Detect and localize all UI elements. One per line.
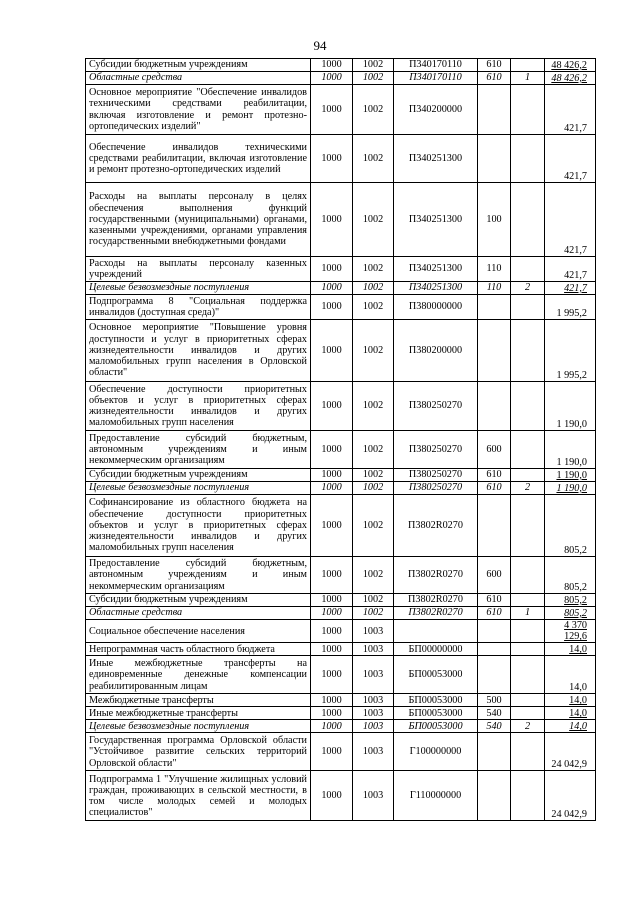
row-expense-type-cell (478, 85, 511, 135)
row-target-article-cell: БП00053000 (394, 656, 478, 694)
table-row (86, 771, 596, 821)
row-name-cell: Обеспечение инвалидов техническими средствами реабилитации, включая изготовление и ремонт протезно-ортопедических изделий (86, 135, 311, 183)
row-funding-source-cell (511, 733, 545, 771)
row-name-cell: Субсидии бюджетным учреждениям (86, 594, 311, 607)
row-section-cell: 1000 (311, 320, 353, 382)
row-name-cell: Государственная программа Орловской области "Устойчивое развитие сельских территорий Орловской области" (86, 733, 311, 771)
row-funding-source-cell (511, 59, 545, 72)
row-name-cell: Целевые безвозмездные поступления (86, 482, 311, 495)
row-expense-type-cell: 610 (478, 72, 511, 85)
row-funding-source-cell (511, 320, 545, 382)
row-subsection-cell: 1003 (353, 620, 394, 643)
row-amount-cell: 421,7 (545, 135, 596, 183)
row-subsection-cell: 1002 (353, 431, 394, 469)
row-amount-cell: 421,7 (545, 257, 596, 282)
table-row (86, 594, 596, 607)
row-section-cell: 1000 (311, 85, 353, 135)
row-funding-source-cell: 1 (511, 607, 545, 620)
row-target-article-cell: П340170110 (394, 59, 478, 72)
table-row (86, 382, 596, 431)
row-section-cell: 1000 (311, 707, 353, 720)
row-funding-source-cell (511, 771, 545, 821)
row-expense-type-cell: 610 (478, 594, 511, 607)
row-funding-source-cell (511, 183, 545, 257)
row-amount-cell: 1 190,0 (545, 482, 596, 495)
table-row (86, 482, 596, 495)
row-funding-source-cell: 1 (511, 72, 545, 85)
row-section-cell: 1000 (311, 282, 353, 295)
row-section-cell: 1000 (311, 183, 353, 257)
row-amount-cell: 421,7 (545, 85, 596, 135)
table-row (86, 72, 596, 85)
row-funding-source-cell (511, 656, 545, 694)
table-row (86, 733, 596, 771)
row-target-article-cell: П380250270 (394, 431, 478, 469)
row-name-cell: Расходы на выплаты персоналу в целях обеспечения выполнения функций государственными (муниципальными) органами, казенными учреждениями, органами управления государственными внебюджетными фондами (86, 183, 311, 257)
row-target-article-cell: П3802R0270 (394, 495, 478, 557)
row-amount-cell: 24 042,9 (545, 733, 596, 771)
row-amount-cell: 14,0 (545, 720, 596, 733)
table-row (86, 557, 596, 594)
row-amount-cell: 421,7 (545, 183, 596, 257)
row-section-cell: 1000 (311, 607, 353, 620)
row-section-cell: 1000 (311, 594, 353, 607)
row-name-cell: Расходы на выплаты персоналу казенных учреждений (86, 257, 311, 282)
row-section-cell: 1000 (311, 382, 353, 431)
row-subsection-cell: 1003 (353, 694, 394, 707)
row-name-cell: Субсидии бюджетным учреждениям (86, 469, 311, 482)
row-amount-cell: 1 995,2 (545, 320, 596, 382)
row-target-article-cell: П340251300 (394, 183, 478, 257)
row-name-cell: Субсидии бюджетным учреждениям (86, 59, 311, 72)
row-section-cell: 1000 (311, 771, 353, 821)
row-target-article-cell: БП00053000 (394, 720, 478, 733)
row-target-article-cell (394, 620, 478, 643)
row-subsection-cell: 1002 (353, 135, 394, 183)
row-amount-cell: 14,0 (545, 707, 596, 720)
row-expense-type-cell: 110 (478, 257, 511, 282)
row-target-article-cell: П380250270 (394, 382, 478, 431)
row-funding-source-cell: 2 (511, 282, 545, 295)
row-expense-type-cell (478, 382, 511, 431)
row-section-cell: 1000 (311, 469, 353, 482)
row-amount-cell: 48 426,2 (545, 59, 596, 72)
row-name-cell: Подпрограмма 8 "Социальная поддержка инвалидов (доступная среда)" (86, 295, 311, 320)
row-amount-cell: 1 995,2 (545, 295, 596, 320)
row-target-article-cell: П340251300 (394, 257, 478, 282)
table-row (86, 320, 596, 382)
row-funding-source-cell (511, 707, 545, 720)
budget-table-body (86, 59, 596, 821)
row-amount-cell: 805,2 (545, 594, 596, 607)
row-funding-source-cell (511, 643, 545, 656)
row-target-article-cell: П340200000 (394, 85, 478, 135)
row-subsection-cell: 1002 (353, 257, 394, 282)
row-target-article-cell: П3802R0270 (394, 594, 478, 607)
row-amount-cell: 805,2 (545, 607, 596, 620)
table-row (86, 720, 596, 733)
row-expense-type-cell (478, 643, 511, 656)
row-target-article-cell: БП00000000 (394, 643, 478, 656)
table-row (86, 694, 596, 707)
row-expense-type-cell: 110 (478, 282, 511, 295)
row-section-cell: 1000 (311, 694, 353, 707)
row-name-cell: Основное мероприятие "Повышение уровня доступности и услуг в приоритетных сферах жизнедеятельности инвалидов и других маломобильных групп населения в Орловской области" (86, 320, 311, 382)
row-name-cell: Иные межбюджетные трансферты (86, 707, 311, 720)
row-section-cell: 1000 (311, 720, 353, 733)
row-funding-source-cell (511, 135, 545, 183)
row-expense-type-cell: 610 (478, 607, 511, 620)
row-subsection-cell: 1002 (353, 482, 394, 495)
row-section-cell: 1000 (311, 643, 353, 656)
row-funding-source-cell: 2 (511, 482, 545, 495)
table-row (86, 707, 596, 720)
row-subsection-cell: 1003 (353, 720, 394, 733)
row-section-cell: 1000 (311, 295, 353, 320)
row-subsection-cell: 1003 (353, 771, 394, 821)
row-funding-source-cell (511, 85, 545, 135)
row-section-cell: 1000 (311, 620, 353, 643)
table-row (86, 607, 596, 620)
row-subsection-cell: 1002 (353, 183, 394, 257)
row-section-cell: 1000 (311, 135, 353, 183)
row-name-cell: Предоставление субсидий бюджетным, автономным учреждениям и иным некоммерческим организациям (86, 431, 311, 469)
row-subsection-cell: 1002 (353, 59, 394, 72)
row-target-article-cell: П3802R0270 (394, 607, 478, 620)
row-target-article-cell: П380250270 (394, 469, 478, 482)
row-subsection-cell: 1002 (353, 72, 394, 85)
row-funding-source-cell (511, 431, 545, 469)
row-amount-cell: 421,7 (545, 282, 596, 295)
row-target-article-cell: П340251300 (394, 135, 478, 183)
row-funding-source-cell (511, 495, 545, 557)
row-name-cell: Областные средства (86, 72, 311, 85)
row-expense-type-cell: 100 (478, 183, 511, 257)
row-name-cell: Подпрограмма 1 "Улучшение жилищных условий граждан, проживающих в сельской местности, в том числе молодых семей и молодых специалистов" (86, 771, 311, 821)
row-name-cell: Областные средства (86, 607, 311, 620)
row-funding-source-cell (511, 469, 545, 482)
row-subsection-cell: 1002 (353, 295, 394, 320)
row-amount-cell: 24 042,9 (545, 771, 596, 821)
row-funding-source-cell (511, 382, 545, 431)
row-section-cell: 1000 (311, 257, 353, 282)
row-expense-type-cell (478, 656, 511, 694)
row-expense-type-cell: 610 (478, 469, 511, 482)
row-expense-type-cell (478, 320, 511, 382)
row-section-cell: 1000 (311, 431, 353, 469)
row-expense-type-cell: 610 (478, 482, 511, 495)
row-funding-source-cell (511, 557, 545, 594)
row-expense-type-cell: 500 (478, 694, 511, 707)
row-expense-type-cell: 540 (478, 707, 511, 720)
row-target-article-cell: БП00053000 (394, 707, 478, 720)
row-section-cell: 1000 (311, 495, 353, 557)
row-funding-source-cell (511, 257, 545, 282)
row-subsection-cell: 1002 (353, 320, 394, 382)
row-subsection-cell: 1002 (353, 495, 394, 557)
table-row (86, 620, 596, 643)
row-expense-type-cell (478, 771, 511, 821)
row-section-cell: 1000 (311, 656, 353, 694)
row-expense-type-cell (478, 620, 511, 643)
row-target-article-cell: П380200000 (394, 320, 478, 382)
page-number: 94 (313, 38, 327, 53)
row-amount-cell: 14,0 (545, 656, 596, 694)
row-amount-cell: 1 190,0 (545, 431, 596, 469)
row-name-cell: Предоставление субсидий бюджетным, автономным учреждениям и иным некоммерческим организациям (86, 557, 311, 594)
row-amount-cell: 805,2 (545, 557, 596, 594)
row-amount-cell: 1 190,0 (545, 469, 596, 482)
row-target-article-cell: П380250270 (394, 482, 478, 495)
row-expense-type-cell (478, 295, 511, 320)
row-name-cell: Основное мероприятие "Обеспечение инвалидов техническими средствами реабилитации, включая изготовление и ремонт протезно-ортопедических изделий" (86, 85, 311, 135)
row-funding-source-cell (511, 620, 545, 643)
row-funding-source-cell (511, 694, 545, 707)
table-row (86, 59, 596, 72)
table-row (86, 643, 596, 656)
row-subsection-cell: 1003 (353, 656, 394, 694)
row-subsection-cell: 1002 (353, 607, 394, 620)
row-expense-type-cell: 600 (478, 431, 511, 469)
row-funding-source-cell: 2 (511, 720, 545, 733)
row-section-cell: 1000 (311, 557, 353, 594)
table-row (86, 85, 596, 135)
row-amount-cell: 4 370 129,6 (545, 620, 596, 643)
row-name-cell: Целевые безвозмездные поступления (86, 720, 311, 733)
row-expense-type-cell (478, 733, 511, 771)
table-row (86, 469, 596, 482)
row-subsection-cell: 1002 (353, 85, 394, 135)
budget-table (85, 58, 596, 821)
table-row (86, 257, 596, 282)
row-subsection-cell: 1002 (353, 469, 394, 482)
row-subsection-cell: 1003 (353, 707, 394, 720)
row-expense-type-cell: 610 (478, 59, 511, 72)
row-section-cell: 1000 (311, 59, 353, 72)
row-expense-type-cell: 540 (478, 720, 511, 733)
table-row (86, 495, 596, 557)
row-subsection-cell: 1002 (353, 557, 394, 594)
row-subsection-cell: 1003 (353, 733, 394, 771)
row-target-article-cell: Г110000000 (394, 771, 478, 821)
row-subsection-cell: 1002 (353, 382, 394, 431)
row-subsection-cell: 1002 (353, 282, 394, 295)
row-target-article-cell: П340170110 (394, 72, 478, 85)
row-subsection-cell: 1003 (353, 643, 394, 656)
row-amount-cell: 14,0 (545, 694, 596, 707)
table-row (86, 656, 596, 694)
row-amount-cell: 805,2 (545, 495, 596, 557)
row-name-cell: Иные межбюджетные трансферты на единовременные денежные компенсации реабилитированным лицам (86, 656, 311, 694)
row-section-cell: 1000 (311, 72, 353, 85)
row-name-cell: Социальное обеспечение населения (86, 620, 311, 643)
row-section-cell: 1000 (311, 733, 353, 771)
row-name-cell: Обеспечение доступности приоритетных объектов и услуг в приоритетных сферах жизнедеятельности инвалидов и других маломобильных групп населения (86, 382, 311, 431)
table-row (86, 183, 596, 257)
row-expense-type-cell (478, 135, 511, 183)
row-name-cell: Межбюджетные трансферты (86, 694, 311, 707)
row-amount-cell: 14,0 (545, 643, 596, 656)
table-row (86, 431, 596, 469)
row-name-cell: Целевые безвозмездные поступления (86, 282, 311, 295)
row-target-article-cell: Г100000000 (394, 733, 478, 771)
row-expense-type-cell: 600 (478, 557, 511, 594)
row-subsection-cell: 1002 (353, 594, 394, 607)
row-amount-cell: 1 190,0 (545, 382, 596, 431)
row-target-article-cell: П3802R0270 (394, 557, 478, 594)
table-row (86, 295, 596, 320)
row-expense-type-cell (478, 495, 511, 557)
table-row (86, 282, 596, 295)
row-funding-source-cell (511, 295, 545, 320)
table-row (86, 135, 596, 183)
row-target-article-cell: БП00053000 (394, 694, 478, 707)
row-section-cell: 1000 (311, 482, 353, 495)
row-target-article-cell: П340251300 (394, 282, 478, 295)
row-name-cell: Непрограммная часть областного бюджета (86, 643, 311, 656)
row-name-cell: Софинансирование из областного бюджета на обеспечение доступности приоритетных объектов и услуг в приоритетных сферах жизнедеятельности инвалидов и других маломобильных групп населения (86, 495, 311, 557)
row-amount-cell: 48 426,2 (545, 72, 596, 85)
row-target-article-cell: П380000000 (394, 295, 478, 320)
row-funding-source-cell (511, 594, 545, 607)
